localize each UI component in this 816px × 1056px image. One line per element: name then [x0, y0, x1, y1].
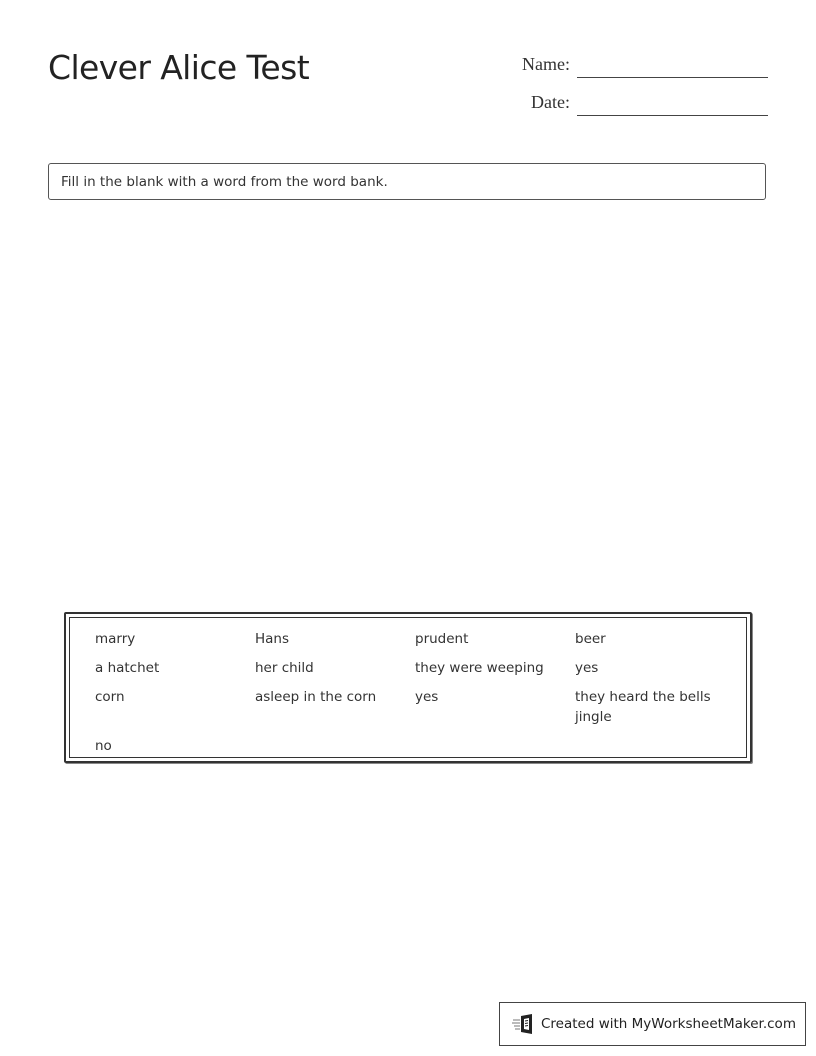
instructions-text: Fill in the blank with a word from the word bank. [61, 173, 388, 190]
name-field [500, 54, 768, 74]
date-field [500, 92, 768, 112]
name-label: Name: [522, 54, 570, 74]
word-bank-item: yes [575, 660, 599, 676]
word-bank-grid [95, 629, 746, 756]
word-bank-item: yes [415, 689, 439, 705]
page-title: Clever Alice Test [48, 48, 310, 87]
word-bank-item: no [95, 738, 112, 754]
instructions-box [48, 163, 766, 200]
word-bank-item: they were weeping [415, 660, 544, 676]
worksheet-door-icon [512, 1013, 536, 1035]
word-bank-item: prudent [415, 631, 469, 647]
word-bank-item: her child [255, 660, 314, 676]
word-bank-item: Hans [255, 631, 290, 647]
word-bank [64, 612, 752, 763]
word-bank-item: marry [95, 631, 136, 647]
footer-text: Created with MyWorksheetMaker.com [541, 1016, 796, 1032]
word-bank-item: they heard the bells jingle [575, 689, 711, 725]
date-label: Date: [531, 92, 570, 112]
footer-credit[interactable] [499, 1002, 806, 1046]
word-bank-item: asleep in the corn [255, 689, 377, 705]
word-bank-item: a hatchet [95, 660, 160, 676]
word-bank-item: beer [575, 631, 606, 647]
name-blank-line [577, 77, 768, 78]
word-bank-inner-border [69, 617, 747, 758]
date-blank-line [577, 115, 768, 116]
word-bank-item: corn [95, 689, 125, 705]
